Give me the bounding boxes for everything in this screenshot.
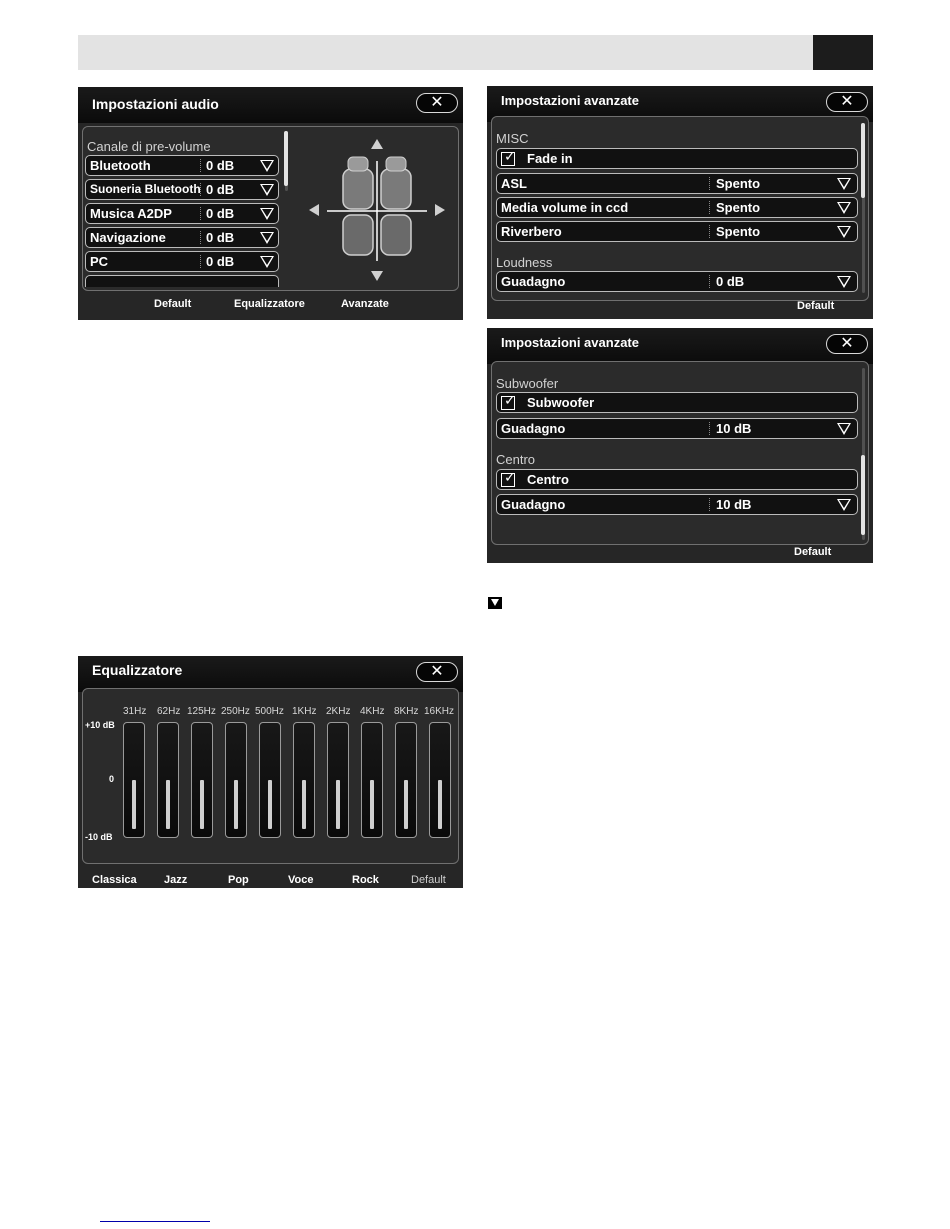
eq-band-frequency: 4KHz [360,706,385,717]
channel-value: 0 dB [206,158,235,173]
eq-band-frequency: 125Hz [187,706,216,717]
balance-fader-control[interactable] [305,135,455,285]
channel-row-bt-ringtone[interactable] [85,179,279,200]
eq-band-frequency: 1KHz [292,706,317,717]
close-icon: ✕ [430,94,444,111]
eq-band [221,689,255,859]
misc-label: MISC [496,131,529,146]
dropdown-triangle-icon[interactable] [837,202,851,214]
eq-band-frequency: 2KHz [326,706,351,717]
eq-band [289,689,323,859]
subwoofer-section-label: Subwoofer [496,376,559,391]
preset-classica-button[interactable]: Classica [92,874,137,886]
divider [709,177,710,190]
channel-name: Suoneria Bluetooth [90,182,201,196]
screen-title: Impostazioni avanzate [501,93,639,108]
dropdown-triangle-icon[interactable] [260,232,274,244]
scrollbar-thumb[interactable] [284,131,288,186]
eq-slider[interactable] [225,722,247,838]
setting-value: 10 dB [716,497,752,512]
screen-title: Impostazioni audio [92,96,219,112]
default-button[interactable]: Default [797,300,835,312]
divider [709,422,710,435]
divider [200,255,201,268]
eq-slider-fill [166,780,170,829]
eq-slider[interactable] [191,722,213,838]
channel-name: Musica A2DP [90,206,172,221]
default-button[interactable]: Default [794,546,832,558]
close-button[interactable] [416,93,458,113]
page-header-bar [78,35,873,70]
audio-settings-screen [78,87,463,320]
setting-name: Guadagno [501,497,566,512]
divider [709,275,710,288]
divider [200,231,201,244]
eq-band [119,689,153,859]
channel-value: 0 dB [206,254,235,269]
arrow-right-icon [435,204,445,216]
close-icon: ✕ [840,93,854,110]
scrollbar-thumb[interactable] [861,123,865,198]
channel-list [83,127,283,287]
divider [709,225,710,238]
arrow-left-icon [309,204,319,216]
preset-jazz-button[interactable]: Jazz [164,874,188,886]
center-section-label: Centro [496,452,536,467]
setting-value: Spento [716,224,761,239]
setting-name: Guadagno [501,274,566,289]
channel-row-bluetooth[interactable] [85,155,279,176]
eq-slider-fill [200,780,204,829]
center-label: Centro [527,472,569,487]
eq-slider[interactable] [259,722,281,838]
setting-row-asl[interactable] [496,173,858,194]
preset-pop-button[interactable]: Pop [228,874,249,886]
eq-slider[interactable] [123,722,145,838]
title-bar [78,656,463,692]
eq-slider[interactable] [361,722,383,838]
footer-link-underline [100,1221,210,1222]
eq-band [425,689,459,859]
dropdown-triangle-icon[interactable] [837,423,851,435]
eq-slider-fill [370,780,374,829]
subwoofer-label: Subwoofer [527,395,595,410]
eq-band-frequency: 500Hz [255,706,284,717]
setting-value: 0 dB [716,274,745,289]
preset-rock-button[interactable]: Rock [352,874,379,886]
eq-slider[interactable] [429,722,451,838]
setting-row-subwoofer-gain[interactable] [496,418,858,439]
eq-slider-fill [438,780,442,829]
close-button[interactable] [826,92,868,112]
setting-value: Spento [716,176,761,191]
eq-slider-fill [268,780,272,829]
dropdown-triangle-legend-icon [488,597,502,609]
equalizer-button[interactable]: Equalizzatore [234,298,305,310]
arrow-down-icon [371,271,383,281]
divider [200,159,201,172]
channel-row-pc[interactable] [85,251,279,272]
advanced-settings-subwoofer-screen [487,328,873,563]
eq-band-frequency: 31Hz [123,706,147,717]
eq-band [323,689,357,859]
setting-row-media-volume[interactable] [496,197,858,218]
setting-name: Riverbero [501,224,562,239]
eq-band-frequency: 16KHz [424,706,455,717]
setting-row-center-gain[interactable] [496,494,858,515]
scrollbar-thumb[interactable] [861,455,865,535]
eq-band-frequency: 250Hz [221,706,250,717]
close-icon: ✕ [430,663,444,680]
channel-value: 0 dB [206,206,235,221]
eq-slider-fill [336,780,340,829]
dropdown-triangle-icon[interactable] [837,499,851,511]
setting-value: Spento [716,200,761,215]
default-button[interactable]: Default [154,298,192,310]
equalizer-panel [82,688,459,864]
channel-row-a2dp[interactable] [85,203,279,224]
setting-name: ASL [501,176,527,191]
equalizer-screen [78,656,463,888]
channel-name: Bluetooth [90,158,151,173]
close-icon: ✕ [840,335,854,352]
eq-slider[interactable] [157,722,179,838]
title-bar [487,328,873,364]
eq-slider[interactable] [395,722,417,838]
misc-panel [491,116,869,301]
dropdown-triangle-icon[interactable] [837,276,851,288]
screen-title: Equalizzatore [92,662,183,678]
eq-band [153,689,187,859]
dropdown-triangle-icon[interactable] [837,226,851,238]
eq-slider[interactable] [327,722,349,838]
eq-slider[interactable] [293,722,315,838]
scale-top-label: +10 dB [85,720,115,730]
preset-default-button[interactable]: Default [411,874,446,886]
eq-band [187,689,221,859]
fade-in-checkbox-row[interactable] [496,148,858,169]
scale-bottom-label: -10 dB [85,832,113,842]
section-label: Canale di pre-volume [87,139,211,154]
checkbox-icon[interactable]: ✓ [501,396,515,410]
car-seats-icon [305,135,455,285]
fade-in-label: Fade in [527,151,573,166]
divider [200,207,201,220]
dropdown-triangle-icon[interactable] [260,184,274,196]
dropdown-triangle-icon[interactable] [260,208,274,220]
setting-value: 10 dB [716,421,752,436]
advanced-settings-misc-screen [487,86,873,319]
eq-slider-fill [132,780,136,829]
loudness-label: Loudness [496,255,553,270]
divider [709,201,710,214]
eq-slider-fill [404,780,408,829]
eq-slider-fill [302,780,306,829]
title-bar [78,87,463,123]
dropdown-triangle-icon[interactable] [260,256,274,268]
channel-value: 0 dB [206,230,235,245]
eq-slider-fill [234,780,238,829]
preset-voce-button[interactable]: Voce [288,874,314,886]
channel-row-navigation[interactable] [85,227,279,248]
eq-band [391,689,425,859]
subwoofer-panel [491,361,869,545]
checkbox-icon[interactable]: ✓ [501,152,515,166]
close-button[interactable] [826,334,868,354]
arrow-up-icon [371,139,383,149]
screen-title: Impostazioni avanzate [501,335,639,350]
scale-mid-label: 0 [109,774,115,784]
subwoofer-checkbox-row[interactable] [496,392,858,413]
setting-name: Guadagno [501,421,566,436]
divider [200,183,201,196]
page-number-block [813,35,873,70]
advanced-button[interactable]: Avanzate [341,298,389,310]
center-checkbox-row[interactable] [496,469,858,490]
setting-row-loudness-gain[interactable] [496,271,858,292]
eq-band-frequency: 62Hz [157,706,181,717]
pre-volume-panel [82,126,459,291]
setting-name: Media volume in ccd [501,200,629,215]
checkbox-icon[interactable]: ✓ [501,473,515,487]
channel-row-partial[interactable] [85,275,279,287]
dropdown-triangle-icon[interactable] [837,178,851,190]
eq-band [357,689,391,859]
channel-value: 0 dB [206,182,235,197]
divider [709,498,710,511]
channel-name: Navigazione [90,230,166,245]
dropdown-triangle-icon[interactable] [260,160,274,172]
eq-band-frequency: 8KHz [394,706,419,717]
close-button[interactable] [416,662,458,682]
channel-name: PC [90,254,109,269]
eq-band [255,689,289,859]
setting-row-reverb[interactable] [496,221,858,242]
